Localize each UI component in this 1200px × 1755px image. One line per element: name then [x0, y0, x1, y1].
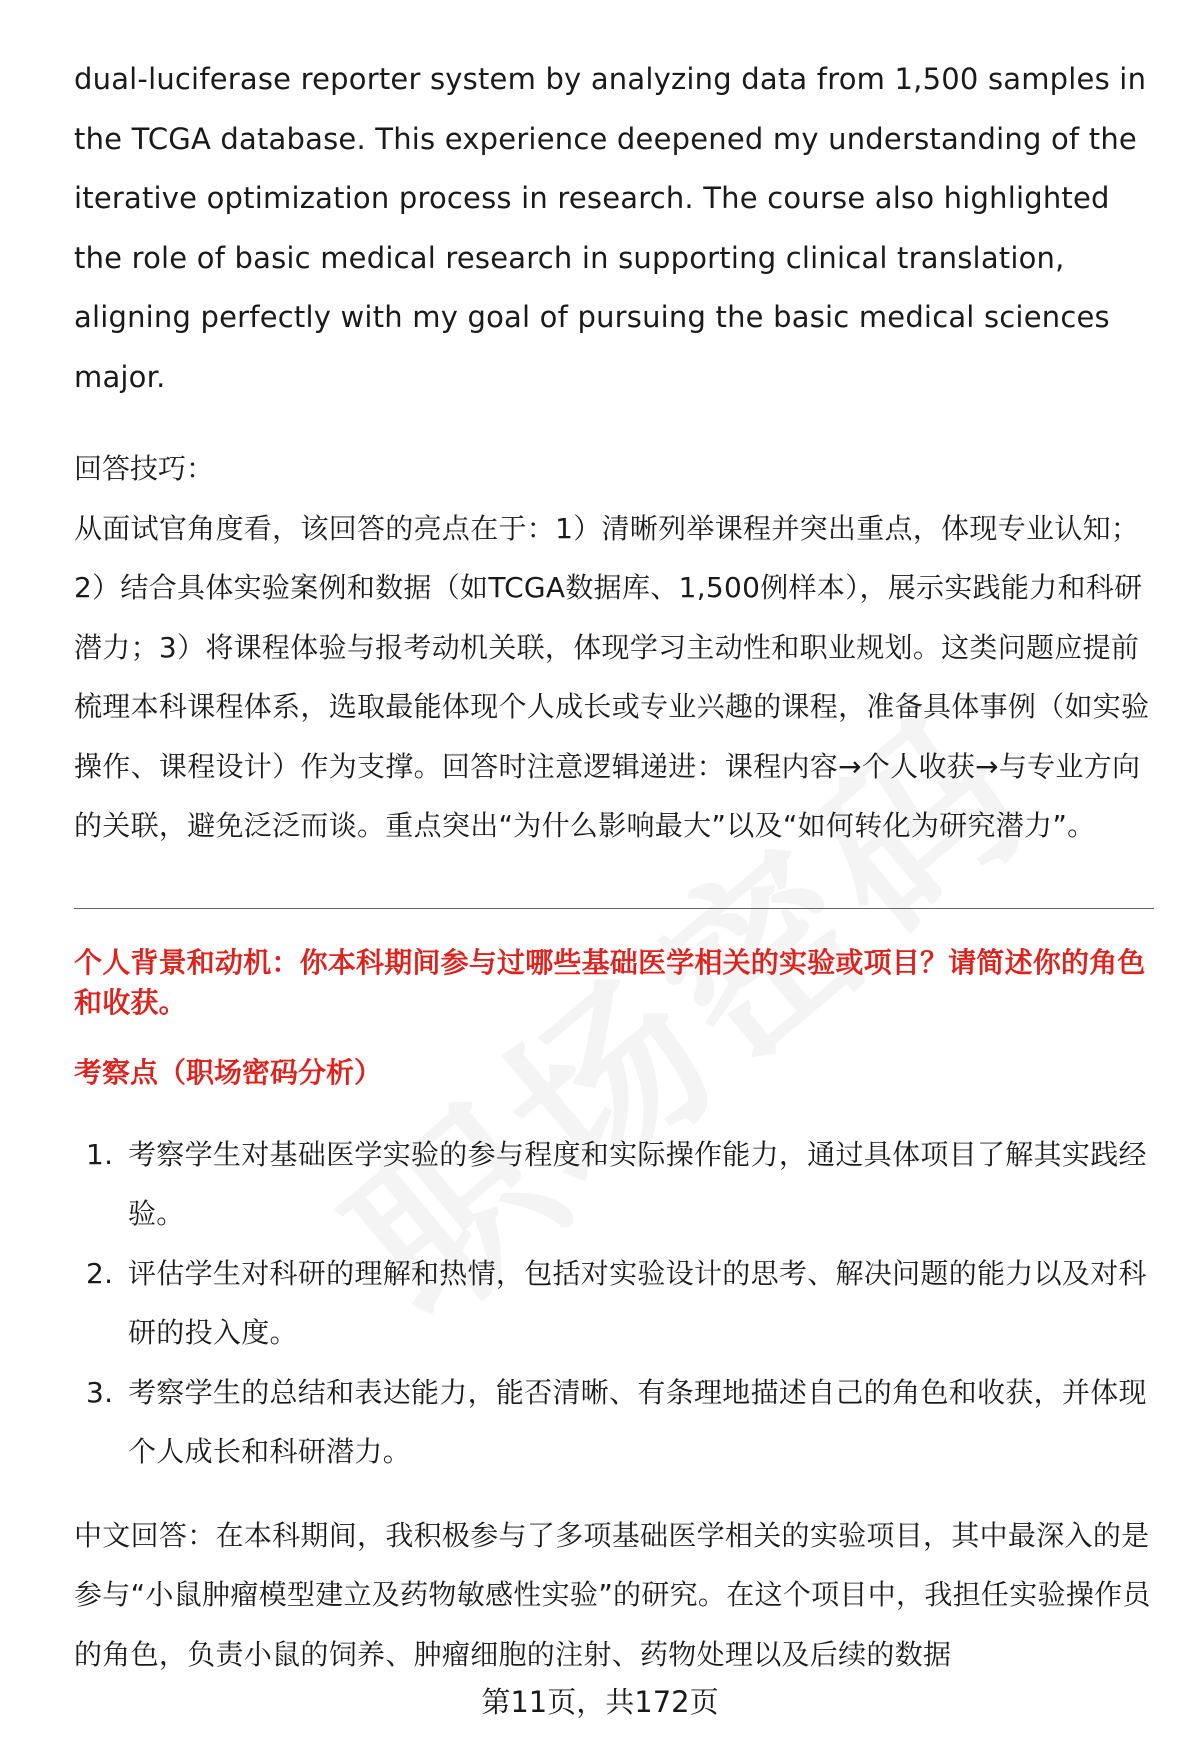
- list-item-text: 考察学生对基础医学实验的参与程度和实际操作能力，通过具体项目了解其实践经验。: [128, 1137, 1147, 1230]
- list-item: [74, 1244, 1154, 1363]
- list-item-number: 3.: [86, 1375, 114, 1409]
- list-item: [74, 1125, 1154, 1244]
- analysis-heading: 考察点（职场密码分析）: [74, 1055, 383, 1089]
- analysis-points-list: [74, 1125, 1154, 1482]
- chinese-answer: [74, 1506, 1154, 1685]
- page-number-footer: 第11页，共172页: [481, 1685, 719, 1719]
- english-answer-paragraph: dual-luciferase reporter system by analyzing data from 1,500 samples in the TCGA database. This experience deepened my understanding of the iterative optimization process in research. The course also highlighted the role of basic medical research in supporting clinical translation, aligning perfectly with my goal of pursuing the basic medical sciences major.: [74, 62, 1147, 394]
- question-title: 个人背景和动机：你本科期间参与过哪些基础医学相关的实验或项目？请简述你的角色和收获。: [74, 945, 1146, 1019]
- list-item-number: 2.: [86, 1256, 114, 1290]
- list-item: [74, 1363, 1154, 1482]
- answer-text: 在本科期间，我积极参与了多项基础医学相关的实验项目，其中最深入的是参与“小鼠肿瘤模型建立及药物敏感性实验”的研究。在这个项目中，我担任实验操作员的角色，负责小鼠的饲养、肿瘤细胞的注射、药物处理以及后续的数据: [74, 1518, 1151, 1671]
- tips-text: 从面试官角度看，该回答的亮点在于：1）清晰列举课程并突出重点，体现专业认知；2）结合具体实验案例和数据（如TCGA数据库、1,500例样本），展示实践能力和科研潜力；3）将课程体验与报考动机关联，体现学习主动性和职业规划。这类问题应提前梳理本科课程体系，选取最能体现个人成长或专业兴趣的课程，准备具体事例（如实验操作、课程设计）作为支撑。回答时注意逻辑递进：课程内容→个人收获→与专业方向的关联，避免泛泛而谈。重点突出“为什么影响最大”以及“如何转化为研究潜力”。: [74, 511, 1150, 842]
- list-item-number: 1.: [86, 1137, 114, 1171]
- page-content: [74, 50, 1154, 1684]
- list-item-text: 评估学生对科研的理解和热情，包括对实验设计的思考、解决问题的能力以及对科研的投入度。: [128, 1256, 1147, 1349]
- tips-label: 回答技巧：: [74, 452, 215, 485]
- list-item-text: 考察学生的总结和表达能力，能否清晰、有条理地描述自己的角色和收获，并体现个人成长和科研潜力。: [128, 1375, 1147, 1468]
- section-divider: [74, 908, 1154, 909]
- answer-label: 中文回答：: [74, 1518, 216, 1552]
